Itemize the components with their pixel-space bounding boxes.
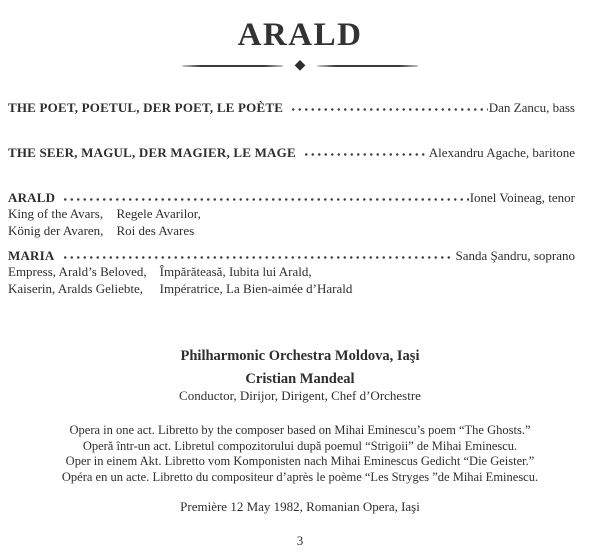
cast-line	[8, 144, 575, 161]
dot-leader	[303, 144, 428, 161]
role-description-cell: King of the Avars,	[8, 206, 104, 221]
performer-name: Sanda Şandru, soprano	[455, 248, 575, 263]
cast-list	[8, 99, 575, 297]
cast-entry-maria	[8, 247, 575, 297]
cast-line	[8, 247, 575, 264]
role-description-cell: Roi des Avares	[116, 222, 195, 238]
dot-leader	[62, 189, 468, 206]
orchestra-name: Philharmonic Orchestra Moldova, Iaşi	[180, 348, 420, 364]
opera-notes	[0, 423, 600, 485]
dot-leader	[290, 99, 488, 116]
title-divider	[0, 58, 600, 73]
ensemble-block	[0, 347, 600, 404]
role-description-cell: Empress, Arald’s Beloved,	[8, 264, 147, 279]
performer-name: Alexandru Agache, baritone	[428, 145, 575, 160]
role-label: MARIA	[8, 248, 55, 263]
note-line-english: Opera in one act. Libretto by the composer based on Mihai Eminescu’s poem “The Ghosts.”	[69, 423, 531, 437]
role-label: THE POET, POETUL, DER POET, LE POÈTE	[8, 100, 284, 115]
conductor-name: Cristian Mandeal	[245, 371, 355, 387]
role-description	[8, 264, 575, 297]
dot-leader	[62, 247, 455, 264]
role-description-cell: Regele Avarilor,	[116, 206, 201, 221]
divider-rule-left	[182, 65, 283, 67]
performer-name: Dan Zancu, bass	[488, 100, 575, 115]
note-line-romanian: Operă într-un act. Libretul compozitorului după poemul “Strigoii” de Mihai Eminescu.	[82, 438, 518, 453]
note-line-german: Oper in einem Akt. Libretto vom Komponisten nach Mihai Eminescus Gedicht “Die Geister.”	[65, 454, 535, 468]
page-number: 3	[296, 533, 304, 548]
cast-entry-arald	[8, 189, 575, 239]
page-title: ARALD	[237, 17, 363, 53]
cast-entry-seer	[8, 144, 575, 161]
note-line-french: Opéra en un acte. Libretto du compositeur d’après le poème “Les Stryges ”de Mihai Eminescu.	[61, 469, 539, 484]
role-description	[8, 206, 575, 239]
cast-entry-poet	[8, 99, 575, 116]
role-description-cell: Impératrice, La Bien-aimée d’Harald	[159, 280, 353, 296]
role-description-cell: Kaiserin, Aralds Geliebte,	[8, 280, 144, 296]
premiere-line: Première 12 May 1982, Romanian Opera, Iaşi	[180, 499, 420, 514]
cast-line	[8, 189, 575, 206]
diamond-icon: ◆	[294, 58, 306, 73]
cast-line	[8, 99, 575, 116]
performer-name: Ionel Voineag, tenor	[469, 190, 575, 205]
role-label: THE SEER, MAGUL, DER MAGIER, LE MAGE	[8, 145, 296, 160]
title-block	[0, 17, 600, 73]
role-label: ARALD	[8, 190, 56, 205]
page-footer	[0, 533, 600, 549]
conductor-titles: Conductor, Dirijor, Dirigent, Chef d’Orchestre	[179, 388, 421, 403]
divider-rule-right	[317, 65, 418, 67]
role-description-cell: Împărăteasă, Iubita lui Arald,	[159, 264, 312, 279]
role-description-cell: König der Avaren,	[8, 222, 104, 238]
